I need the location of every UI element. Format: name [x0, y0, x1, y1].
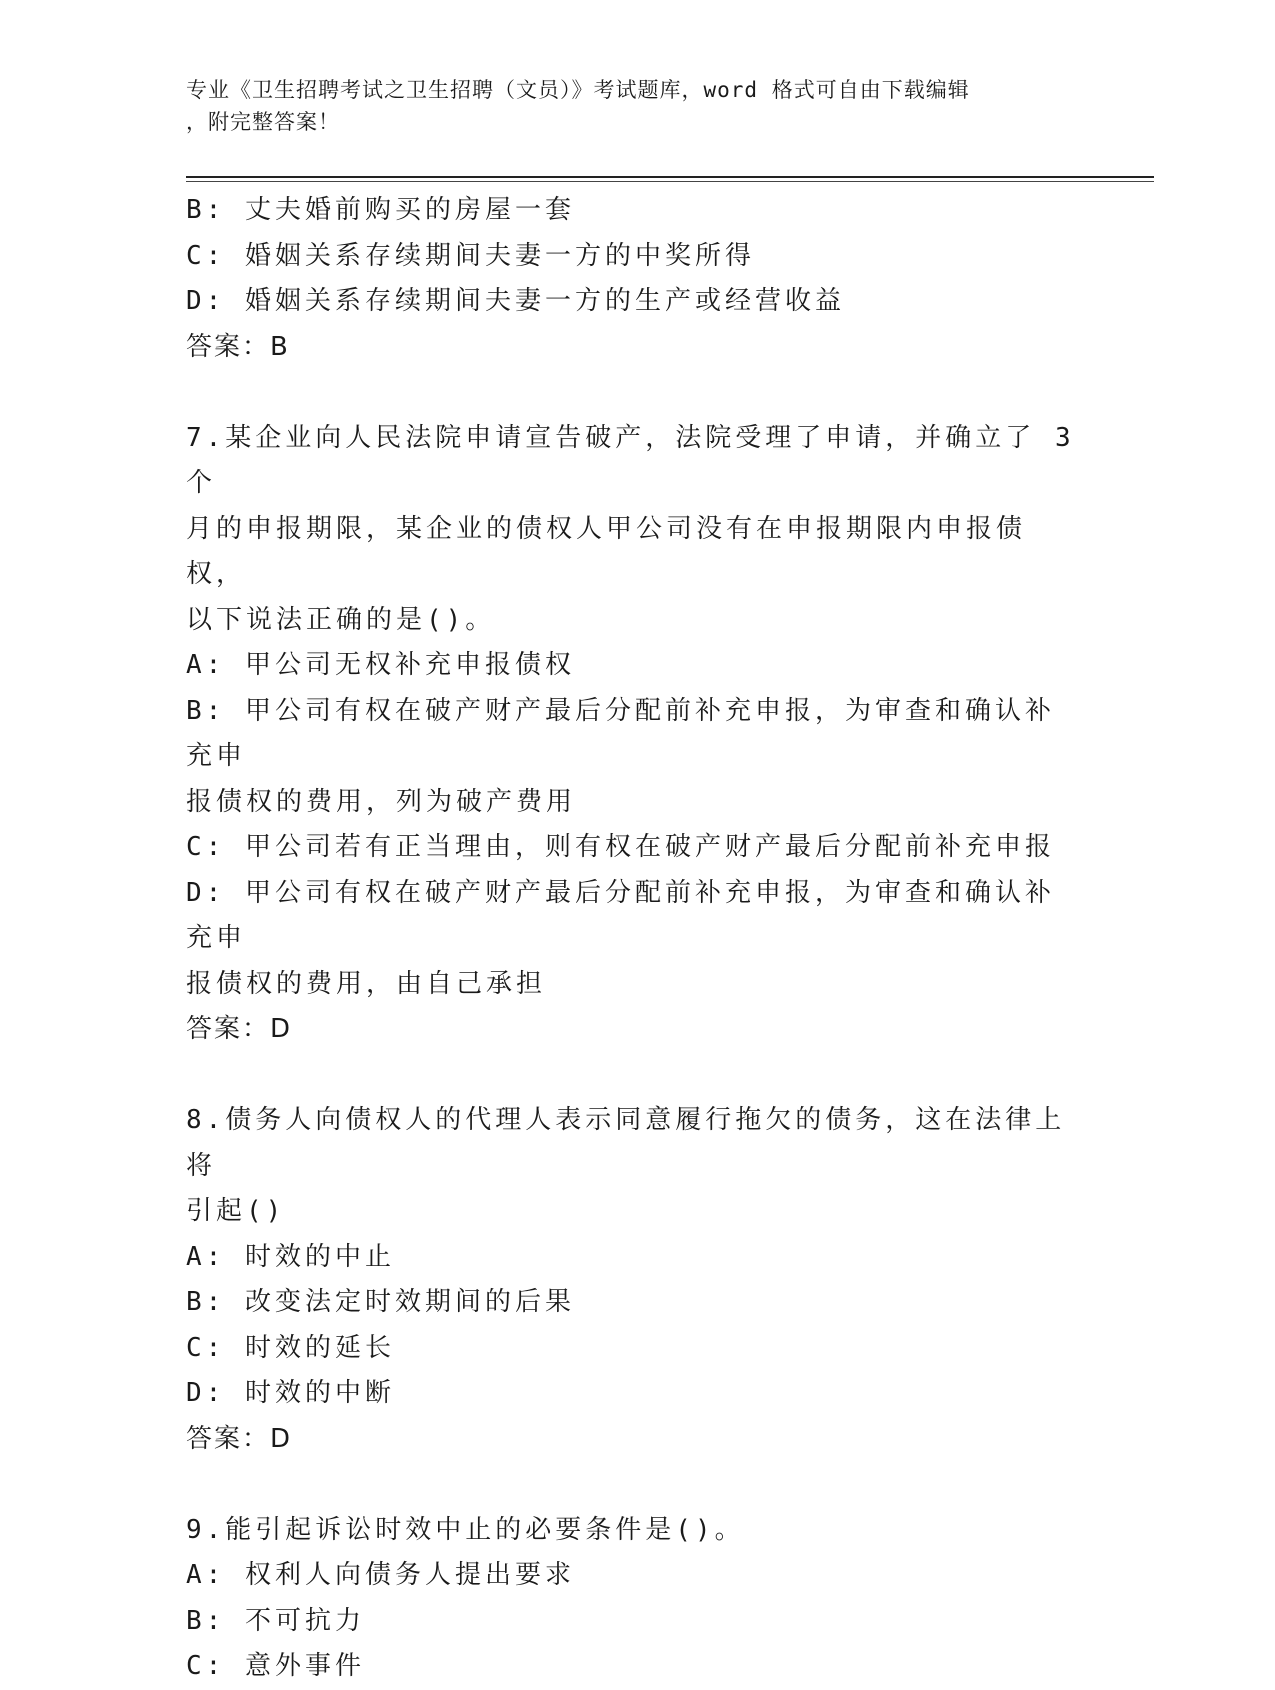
document-header: [186, 74, 1066, 138]
option-d: D: 婚姻关系存续期间夫妻一方的生产或经营收益: [186, 286, 845, 316]
question-8: [186, 1098, 1076, 1462]
question-9: [186, 1508, 1076, 1690]
option-a: A: 时效的中止: [186, 1241, 395, 1272]
question-stem: 7.某企业向人民法院申请宣告破产，法院受理了申请，并确立了 3 个: [186, 422, 1095, 498]
option-b: B: 改变法定时效期间的后果: [186, 1287, 575, 1317]
option-b: B: 甲公司有权在破产财产最后分配前补充申报，为审查和确认补充申: [186, 695, 1055, 771]
header-line-1: 专业《卫生招聘考试之卫生招聘（文员）》考试题库，word 格式可自由下载编辑: [186, 78, 970, 102]
question-stem: 8.债务人向债权人的代理人表示同意履行拖欠的债务，这在法律上将: [186, 1105, 1066, 1181]
option-c: C: 甲公司若有正当理由，则有权在破产财产最后分配前补充申报: [186, 832, 1055, 862]
option-b-continued: 报债权的费用，列为破产费用: [186, 786, 577, 817]
option-d: D: 甲公司有权在破产财产最后分配前补充申报，为审查和确认补充申: [186, 877, 1055, 953]
option-b: B: 不可抗力: [186, 1605, 365, 1636]
question-stem: 9.能引起诉讼时效中止的必要条件是()。: [186, 1514, 745, 1545]
answer: 答案：D: [186, 1014, 293, 1044]
answer: 答案：B: [186, 331, 290, 362]
option-b: B: 丈夫婚前购买的房屋一套: [186, 195, 575, 225]
option-c: C: 婚姻关系存续期间夫妻一方的中奖所得: [186, 240, 755, 271]
header-divider-thick: [186, 176, 1154, 178]
question-stem: 引起(): [186, 1196, 286, 1226]
header-divider-thin: [186, 181, 1154, 182]
question-6: [186, 188, 1076, 370]
question-stem: 月的申报期限，某企业的债权人甲公司没有在申报期限内申报债权，: [186, 513, 1027, 589]
document-body: [186, 188, 1095, 1690]
question-stem: 以下说法正确的是()。: [186, 604, 496, 635]
option-c: C: 意外事件: [186, 1651, 365, 1681]
answer: 答案：D: [186, 1423, 293, 1454]
header-line-2: ，附完整答案！: [186, 110, 340, 134]
option-d: D: 时效的中断: [186, 1378, 395, 1408]
option-d-continued: 报债权的费用，由自己承担: [186, 968, 547, 999]
option-a: A: 权利人向债务人提出要求: [186, 1560, 575, 1590]
question-7: [186, 416, 1095, 1053]
option-a: A: 甲公司无权补充申报债权: [186, 650, 575, 680]
option-c: C: 时效的延长: [186, 1332, 395, 1363]
